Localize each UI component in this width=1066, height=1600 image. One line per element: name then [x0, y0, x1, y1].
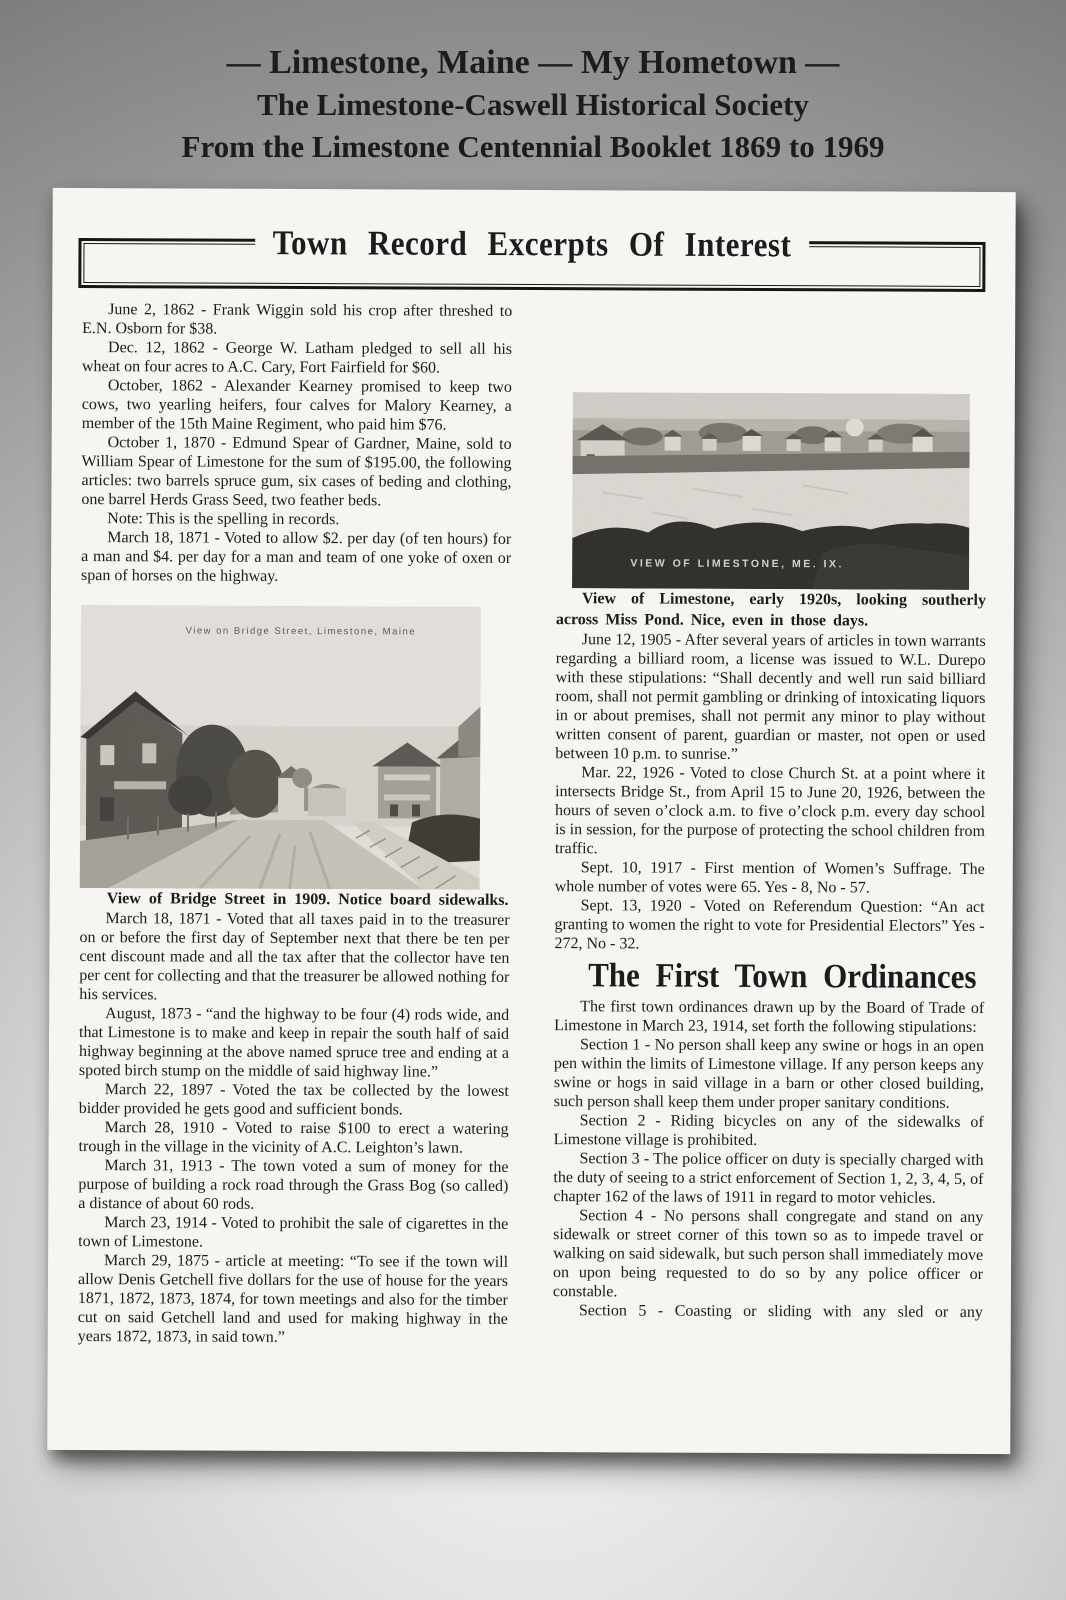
- page-header: [0, 42, 1066, 168]
- ordinance-entry: Section 4 - No persons shall congregate and stand on any sidewalk or street corner of this town so as to impede travel or walking on said sidewalk, but such person shall immediately move on upon being requested to do so by any police officer or constable.: [552, 1207, 984, 1301]
- record-entry: March 31, 1913 - The town voted a sum of money for the purpose of building a rock road through the Grass Bog (so called) a distance of about 60 rods.: [78, 1157, 509, 1213]
- ordinance-entry: Section 5 - Coasting or sliding with any sled or any: [578, 1302, 983, 1321]
- record-entry: Sept. 10, 1917 - First mention of Women’s Suffrage. The whole number of votes were 65. Yes - 8, No - 57.: [554, 859, 985, 897]
- record-entry: June 2, 1862 - Frank Wiggin sold his crop after threshed to E.N. Osborn for $38.: [82, 301, 513, 338]
- right-column: [553, 302, 987, 1322]
- header-line-1: — Limestone, Maine — My Hometown —: [226, 44, 840, 81]
- record-entry: Dec. 12, 1862 - George W. Latham pledged to sell all his wheat on four acres to A.C. Cary, Fort Fairfield for $60.: [81, 339, 513, 377]
- ordinances-heading: The First Town Ordinances: [588, 955, 977, 996]
- record-entry: October 1, 1870 - Edmund Spear of Gardner, Maine, sold to William Spear of Limestone for the sum of $195.00, the following articles: two barrels spruce gum, six cases of beding and clothing, one barrel Herds Grass Seed, two feather beds.: [81, 434, 512, 510]
- page-title: Town Record Excerpts Of Interest: [255, 223, 810, 266]
- record-entry: Sept. 13, 1920 - Voted on Referendum Question: “An act granting to women the right to vote for Presidential Electors” Yes - 272, No - 32.: [554, 897, 985, 953]
- record-entry: October, 1862 - Alexander Kearney promised to keep two cows, two yearling heifers, four calves for Malory Kearney, a member of the 15th Maine Regiment, who paid him $76.: [81, 377, 512, 434]
- title-box: [78, 222, 985, 292]
- record-entry: Mar. 22, 1926 - Voted to close Church St. at a point where it intersects Bridge St., from April 15 to June 20, 1926, between the hours of seven o’clock a.m. to five o’clock p.m. every day school is in session, for the purpose of protecting the school children from traffic.: [554, 764, 986, 858]
- ordinance-entry: Section 3 - The police officer on duty is specially charged with the duty of seeing to a strict enforcement of Section 1, 2, 3, 4, 5, of chapter 162 of the laws of 1911 in regard to motor vehicles.: [553, 1150, 984, 1207]
- ordinance-entry: Section 1 - No person shall keep any swine or hogs in an open pen within the limits of Limestone village. If any person keeps any swine or hogs in said village in a barn or other closed building, such person shall keep them under proper sanitary conditions.: [553, 1036, 985, 1112]
- record-entry: August, 1873 - “and the highway to be four (4) rods wide, and that Limestone is to make and keep in repair the south half of said highway beginning at the above named spruce tree and ending at a spoted birch stump on the middle of said highway line.”: [78, 1005, 510, 1081]
- record-entry: June 12, 1905 - After several years of articles in town warrants regarding a billiard room, a license was issued to W.L. Durepo with these stipulations: “Shall decently and well run said billiard room, shall not permit gambling or drinking of intoxicating liquors in or about premises, shall not permit any minor to play without written consent of parent, guardian or master, not open or used between 10 p.m. to sunrise.”: [555, 631, 986, 763]
- limestone-photo-inline-label: VIEW OF LIMESTONE, ME. IX.: [630, 557, 844, 571]
- left-column: [78, 300, 513, 1348]
- record-entry: March 23, 1914 - Voted to prohibit the sale of cigarettes in the town of Limestone.: [78, 1214, 509, 1251]
- record-entry: March 18, 1871 - Voted to allow $2. per day (of ten hours) for a man and $4. per day for a man and team of one yoke of oxen or span of horses on the highway.: [81, 529, 512, 585]
- record-entry: March 29, 1875 - article at meeting: “To see if the town will allow Denis Getchell five dollars for the use of house for the years 1871, 1872, 1873, 1874, for town meetings and also for the timber cut on said Getchell land and used for making highway in the years 1872, 1873, in said town.”: [77, 1252, 509, 1346]
- bridge-street-photo: [80, 605, 481, 890]
- record-entry: Note: This is the spelling in records.: [107, 510, 340, 529]
- record-entry: March 28, 1910 - Voted to raise $100 to erect a watering trough in the village in the vicinity of A.C. Leighton’s lawn.: [78, 1119, 509, 1157]
- bridge-photo-inline-label: View on Bridge Street, Limestone, Maine: [185, 625, 417, 638]
- bridge-photo-caption: View of Bridge Street in 1909. Notice board sidewalks.: [106, 890, 509, 909]
- ordinance-entry: The first town ordinances drawn up by the Board of Trade of Limestone in March 23, 1914, set forth the following stipulations:: [554, 998, 985, 1036]
- limestone-pond-photo: [572, 392, 970, 590]
- record-entry: March 22, 1897 - Voted the tax be collected by the lowest bidder provided he gets good and sufficient bonds.: [78, 1081, 509, 1119]
- header-line-2: The Limestone-Caswell Historical Society: [257, 87, 809, 122]
- ordinance-entry: Section 2 - Riding bicycles on any of the sidewalks of Limestone village is prohibited.: [553, 1112, 984, 1149]
- scanned-sheet: [47, 188, 1015, 1454]
- record-entry: March 18, 1871 - Voted that all taxes paid in to the treasurer on or before the first day of September next that there be ten per cent discount made and all the tax after that the collector have ten per cent for collecting and that the treasurer be allowed nothing for his services.: [79, 910, 510, 1004]
- limestone-photo-caption: View of Limestone, early 1920s, looking southerly across Miss Pond. Nice, even in those days.: [555, 590, 987, 630]
- header-line-3: From the Limestone Centennial Booklet 1869 to 1969: [181, 129, 885, 164]
